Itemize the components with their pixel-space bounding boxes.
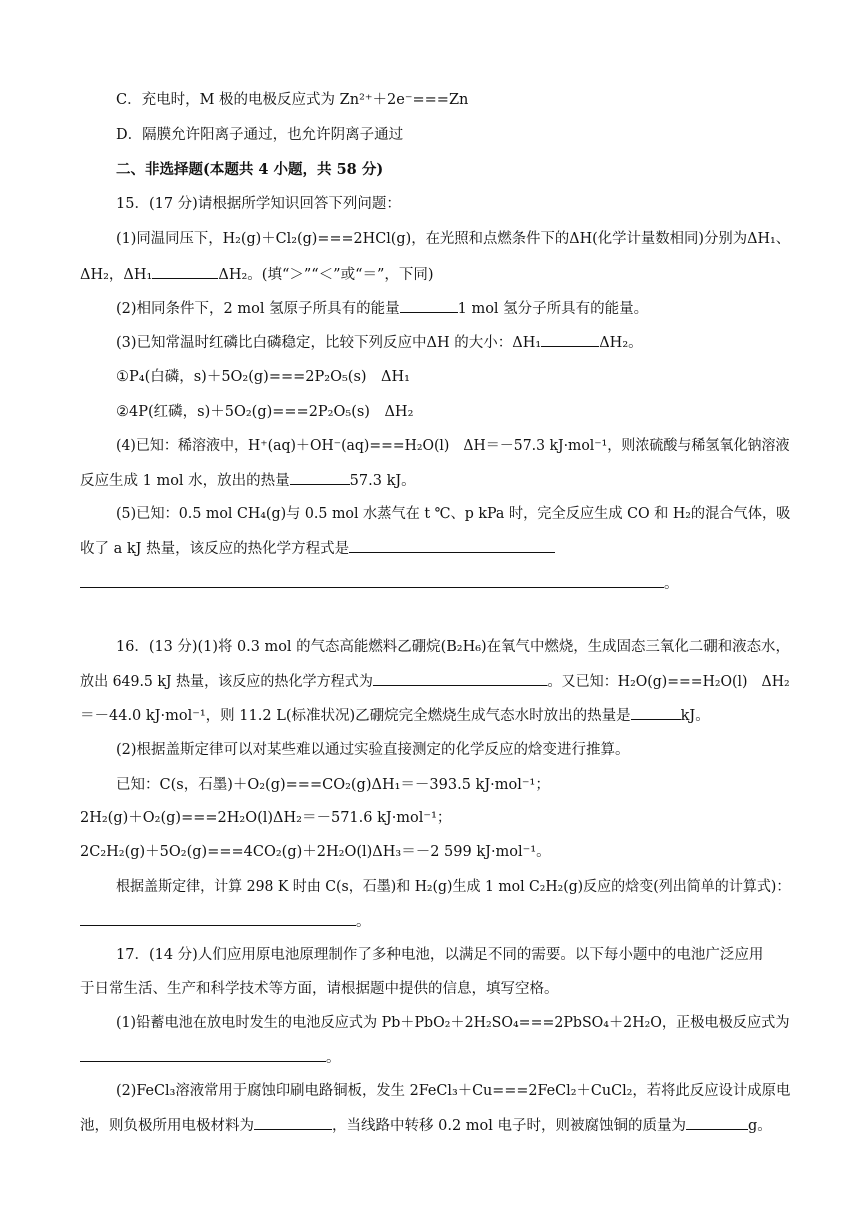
q16-c-post: kJ。 — [680, 708, 710, 724]
q15-5-line3 — [80, 573, 679, 594]
option-c: C．充电时，M 极的电极反应式为 Zn²⁺＋2e⁻===Zn — [116, 92, 469, 108]
q17-2-mid: ，当线路中转移 0.2 mol 电子时，则被腐蚀铜的质量为 — [332, 1118, 687, 1134]
q15-1-pre: ΔH₂，ΔH₁ — [80, 267, 153, 283]
q16-line2 — [80, 671, 790, 692]
answer-blank[interactable] — [373, 671, 548, 686]
q16-line1: 16．(13 分)(1)将 0.3 mol 的气态高能燃料乙硼烷(B₂H₆)在氧气中燃烧，生成固态三氧化二硼和液态水， — [116, 639, 790, 655]
q15-2-pre: (2)相同条件下，2 mol 氢原子所具有的能量 — [116, 301, 400, 317]
q17-2-pre: 池，则负极所用电极材料为 — [80, 1118, 254, 1134]
q17-2-post: g。 — [748, 1118, 772, 1134]
answer-blank[interactable] — [290, 470, 350, 485]
q15-4-post: 57.3 kJ。 — [349, 473, 416, 489]
q16-calc: 根据盖斯定律，计算 298 K 时由 C(s，石墨)和 H₂(g)生成 1 mol C₂H₂(g)反应的焓变(列出简单的计算式)： — [116, 879, 791, 895]
q15-2-post: 1 mol 氢分子所具有的能量。 — [457, 301, 649, 317]
q15-5-line1: (5)已知：0.5 mol CH₄(g)与 0.5 mol 水蒸气在 t ℃、p kPa 时，完全反应生成 CO 和 H₂的混合气体，吸 — [116, 506, 791, 522]
q17-line1: 17．(14 分)人们应用原电池原理制作了多种电池，以满足不同的需要。以下每小题中的电池广泛应用 — [116, 947, 764, 963]
q17-1-answer — [80, 1047, 341, 1068]
q17-1-end: 。 — [326, 1050, 341, 1066]
q15-title: 15．(17 分)请根据所学知识回答下列问题： — [116, 196, 401, 212]
q16-2: (2)根据盖斯定律可以对某些难以通过实验直接测定的化学反应的焓变进行推算。 — [116, 742, 630, 758]
answer-blank[interactable] — [254, 1115, 332, 1130]
q16-reaction3: 2C₂H₂(g)＋5O₂(g)===4CO₂(g)＋2H₂O(l)ΔH₃＝－2 599 kJ·mol⁻¹。 — [80, 844, 551, 860]
answer-blank[interactable] — [349, 538, 555, 553]
q15-2 — [116, 298, 648, 319]
q15-3-pre: (3)已知常温时红磷比白磷稳定，比较下列反应中ΔH 的大小：ΔH₁ — [116, 335, 542, 351]
answer-blank[interactable] — [80, 573, 664, 588]
q15-4-pre: 反应生成 1 mol 水，放出的热量 — [80, 473, 290, 489]
q16-calc-answer — [80, 911, 371, 932]
q16-reaction1: 已知：C(s，石墨)＋O₂(g)===CO₂(g)ΔH₁＝－393.5 kJ·mol⁻¹； — [116, 777, 550, 793]
q15-5-line2 — [80, 538, 555, 559]
q15-1-line2 — [80, 264, 434, 285]
answer-blank[interactable] — [152, 264, 218, 279]
q15-1-line1: (1)同温同压下，H₂(g)＋Cl₂(g)===2HCl(g)，在光照和点燃条件下的ΔH(化学计量数相同)分别为ΔH₁、 — [116, 231, 791, 247]
q16-b-post: 。又已知：H₂O(g)===H₂O(l) ΔH₂ — [547, 674, 790, 690]
q15-4-line2 — [80, 470, 416, 491]
q16-end: 。 — [356, 914, 371, 930]
q16-c-pre: ＝－44.0 kJ·mol⁻¹，则 11.2 L(标准状况)乙硼烷完全燃烧生成气态水时放出的热量是 — [80, 708, 631, 724]
q17-2-line2 — [80, 1115, 772, 1136]
q15-3-post: ΔH₂。 — [599, 335, 643, 351]
q17-line2: 于日常生活、生产和科学技术等方面，请根据题中提供的信息，填写空格。 — [80, 981, 559, 997]
q16-reaction2: 2H₂(g)＋O₂(g)===2H₂O(l)ΔH₂＝－571.6 kJ·mol⁻¹； — [80, 810, 452, 826]
q16-line3 — [80, 705, 710, 726]
answer-blank[interactable] — [80, 911, 356, 926]
q15-3-reaction2: ②4P(红磷，s)＋5O₂(g)===2P₂O₅(s) ΔH₂ — [116, 404, 414, 420]
section-heading: 二、非选择题(本题共 4 小题，共 58 分) — [116, 161, 384, 178]
q15-1-post: ΔH₂。(填“＞”“＜”或“＝”，下同) — [218, 267, 434, 283]
option-d: D．隔膜允许阳离子通过，也允许阴离子通过 — [116, 127, 404, 143]
answer-blank[interactable] — [686, 1115, 748, 1130]
q17-1: (1)铅蓄电池在放电时发生的电池反应式为 Pb＋PbO₂＋2H₂SO₄===2PbSO₄＋2H₂O，正极电极反应式为 — [116, 1015, 790, 1031]
answer-blank[interactable] — [631, 705, 681, 720]
q15-4-line1: (4)已知：稀溶液中，H⁺(aq)＋OH⁻(aq)===H₂O(l) ΔH＝－57.3 kJ·mol⁻¹，则浓硫酸与稀氢氧化钠溶液 — [116, 438, 790, 454]
q17-2-line1: (2)FeCl₃溶液常用于腐蚀印刷电路铜板，发生 2FeCl₃＋Cu===2FeCl₂＋CuCl₂，若将此反应设计成原电 — [116, 1083, 791, 1099]
answer-blank[interactable] — [80, 1047, 326, 1062]
q15-5-pre: 收了 a kJ 热量，该反应的热化学方程式是 — [80, 541, 350, 557]
q15-3-reaction1: ①P₄(白磷，s)＋5O₂(g)===2P₂O₅(s) ΔH₁ — [116, 369, 410, 385]
answer-blank[interactable] — [541, 332, 599, 347]
q16-b-pre: 放出 649.5 kJ 热量，该反应的热化学方程式为 — [80, 674, 373, 690]
q15-3 — [116, 332, 643, 353]
q15-5-end: 。 — [664, 576, 679, 592]
answer-blank[interactable] — [400, 298, 458, 313]
